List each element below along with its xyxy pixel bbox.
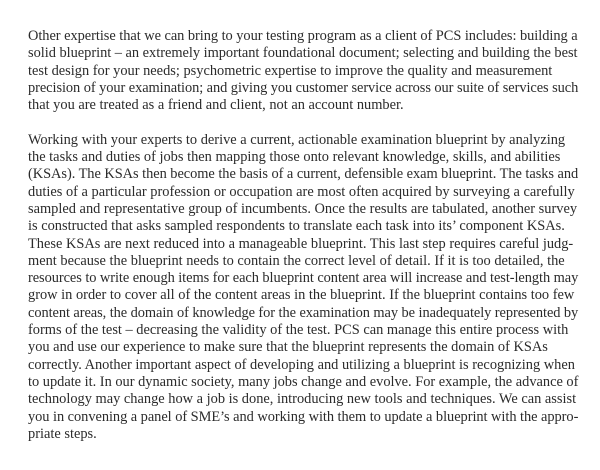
text-line: is constructed that asks sampled respondents to translate each task into its’ component KSAs. [28, 218, 565, 235]
text-line: that you are treated as a friend and client, not an account number. [28, 97, 404, 114]
text-line: the tasks and duties of jobs then mapping those onto relevant knowledge, skills, and abilities [28, 149, 561, 166]
text-line: correctly. Another important aspect of developing and utilizing a blueprint is recognizing when [28, 356, 575, 373]
text-line: resources to write enough items for each blueprint content area will increase and test-length may [28, 270, 579, 287]
text-line: to update it. In our dynamic society, many jobs change and evolve. For example, the advance of [28, 373, 579, 390]
paragraph-expertise [28, 28, 578, 114]
text-line: Working with your experts to derive a current, actionable examination blueprint by analyzing [28, 131, 566, 148]
text-line: grow in order to cover all of the content areas in the blueprint. If the blueprint contains too few [28, 287, 575, 304]
text-line: precision of your examination; and giving you customer service across our suite of services such [28, 79, 579, 96]
text-line: Other expertise that we can bring to your testing program as a client of PCS includes: building a [28, 28, 578, 44]
text-line: These KSAs are next reduced into a manageable blueprint. This last step requires careful judg- [28, 235, 574, 252]
text-line: sampled and representative group of incumbents. Once the results are tabulated, another survey [28, 200, 578, 217]
text-line: ment because the blueprint needs to contain the correct level of detail. If it is too detailed, the [28, 252, 565, 269]
text-line: technology may change how a job is done, introducing new tools and techniques. We can assist [28, 391, 577, 408]
text-line: (KSAs). The KSAs then become the basis of a current, defensible exam blueprint. The tasks and [28, 166, 579, 183]
document-page [28, 28, 578, 443]
text-line: you in convening a panel of SME’s and working with them to update a blueprint with the appro- [28, 408, 579, 425]
text-line: content areas, the domain of knowledge for the examination may be inadequately represented by [28, 304, 579, 321]
text-line: test design for your needs; psychometric expertise to improve the quality and measurement [28, 62, 553, 79]
paragraph-blueprint [28, 132, 578, 443]
text-line: forms of the test – decreasing the validity of the test. PCS can manage this entire process with [28, 322, 569, 339]
text-line: priate steps. [28, 425, 97, 442]
text-line: solid blueprint – an extremely important foundational document; selecting and building the best [28, 45, 578, 62]
text-line: duties of a particular profession or occupation are most often acquired by surveying a carefully [28, 183, 575, 200]
text-line: you and use our experience to make sure that the blueprint represents the domain of KSAs [28, 339, 548, 356]
